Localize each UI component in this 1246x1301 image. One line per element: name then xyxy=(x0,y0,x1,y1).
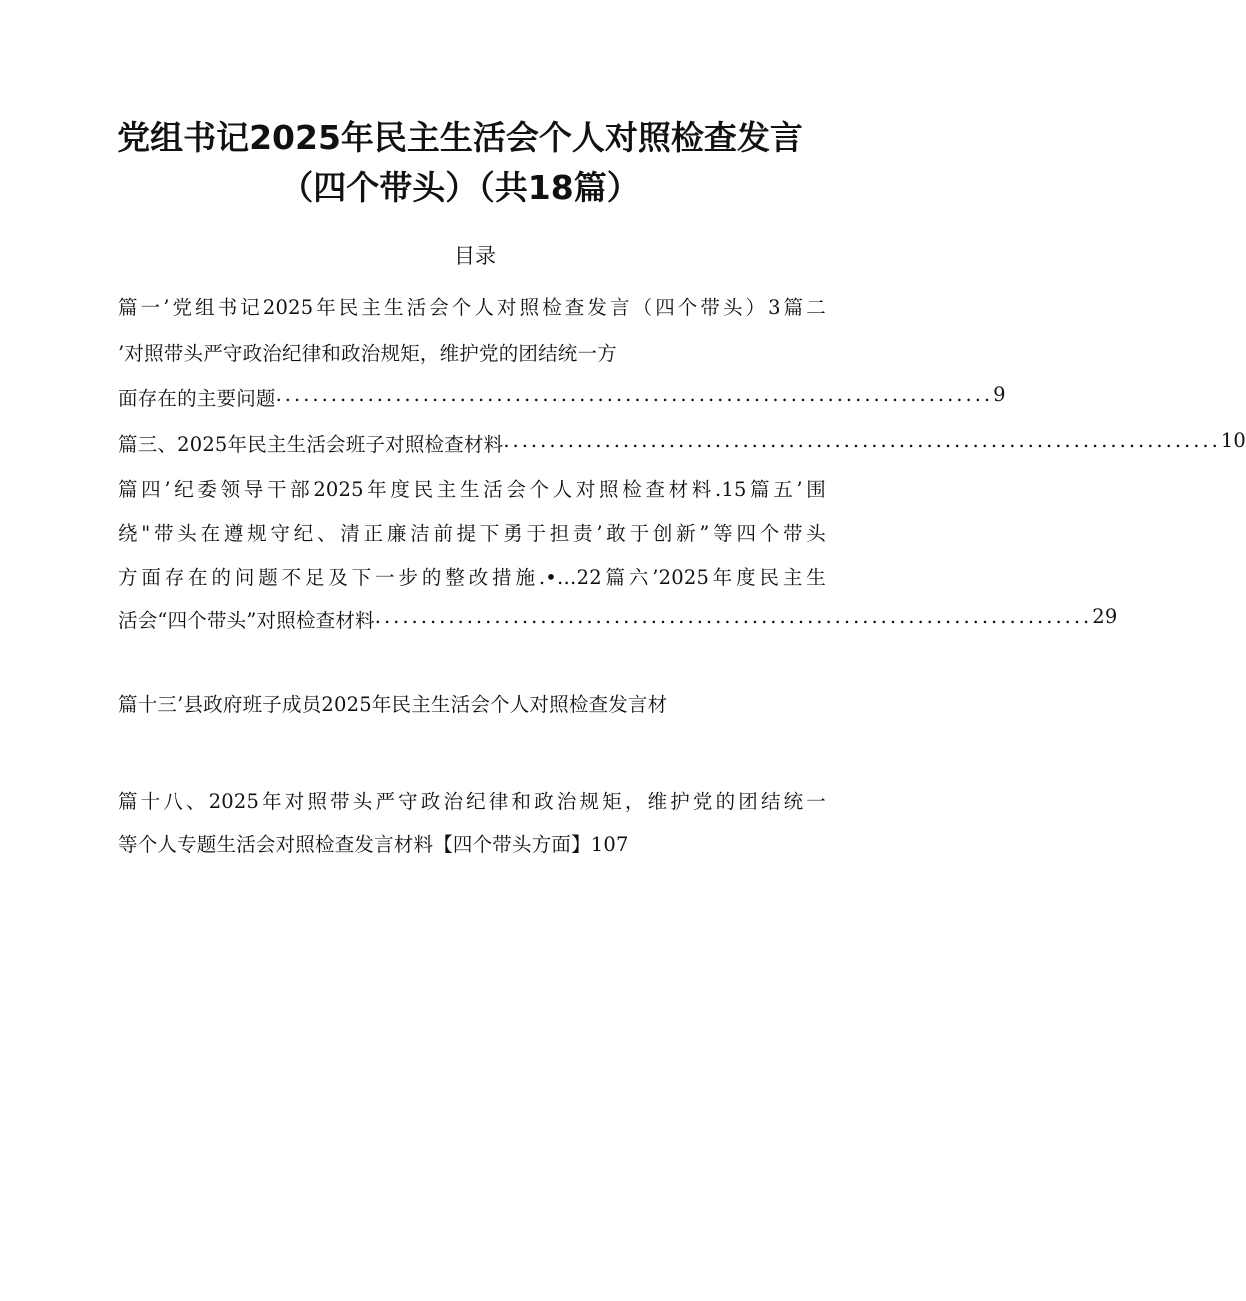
toc-line-2[interactable]: ’对照带头严守政治纪律和政治规矩，维护党的团结统一方 xyxy=(118,342,617,365)
toc-line-7[interactable]: 方面存在的问题不足及下一步的整改措施.•…22篇六’2025年度民主生 xyxy=(118,566,826,589)
toc-line-6[interactable]: 绕"带头在遵规守纪、清正廉洁前提下勇于担责’敢于创新”等四个带头 xyxy=(118,522,826,545)
toc-leader-dots: .............................................................................. xyxy=(374,605,1093,628)
toc-leader-dots: .............................................................................. xyxy=(503,429,1221,452)
document-title-line-1: 党组书记2025年民主生活会个人对照检查发言 xyxy=(117,118,803,157)
toc-entry-text: 篇三、2025年民主生活会班子对照检查材料 xyxy=(118,433,504,456)
toc-page-number: 10 xyxy=(1220,429,1246,452)
toc-entry-3[interactable] xyxy=(118,429,1246,457)
toc-line-1[interactable]: 篇一’党组书记2025年民主生活会个人对照检查发言（四个带头）3篇二 xyxy=(118,296,826,319)
toc-line-5[interactable]: 篇四’纪委领导干部2025年度民主生活会个人对照检查材料.15篇五’围 xyxy=(118,478,826,501)
toc-entry-2-continued[interactable] xyxy=(118,383,1006,411)
toc-entry-18-line-1[interactable]: 篇十八、2025年对照带头严守政治纪律和政治规矩，维护党的团结统一 xyxy=(118,790,826,813)
toc-page-number: 29 xyxy=(1092,605,1118,628)
toc-entry-13[interactable]: 篇十三’县政府班子成员2025年民主生活会个人对照检查发言材 xyxy=(118,693,668,716)
toc-entry-6-continued[interactable] xyxy=(118,605,1118,633)
toc-entry-text: 活会“四个带头”对照检查材料 xyxy=(118,609,375,632)
toc-entry-text: 面存在的主要问题 xyxy=(118,387,276,410)
toc-heading: 目录 xyxy=(454,244,496,268)
toc-entry-18-line-2[interactable]: 等个人专题生活会对照检查发言材料【四个带头方面】107 xyxy=(118,833,629,856)
document-title-line-2: （四个带头）（共18篇） xyxy=(280,168,640,207)
toc-page-number: 9 xyxy=(993,383,1006,406)
toc-leader-dots: .............................................................................. xyxy=(275,383,994,406)
